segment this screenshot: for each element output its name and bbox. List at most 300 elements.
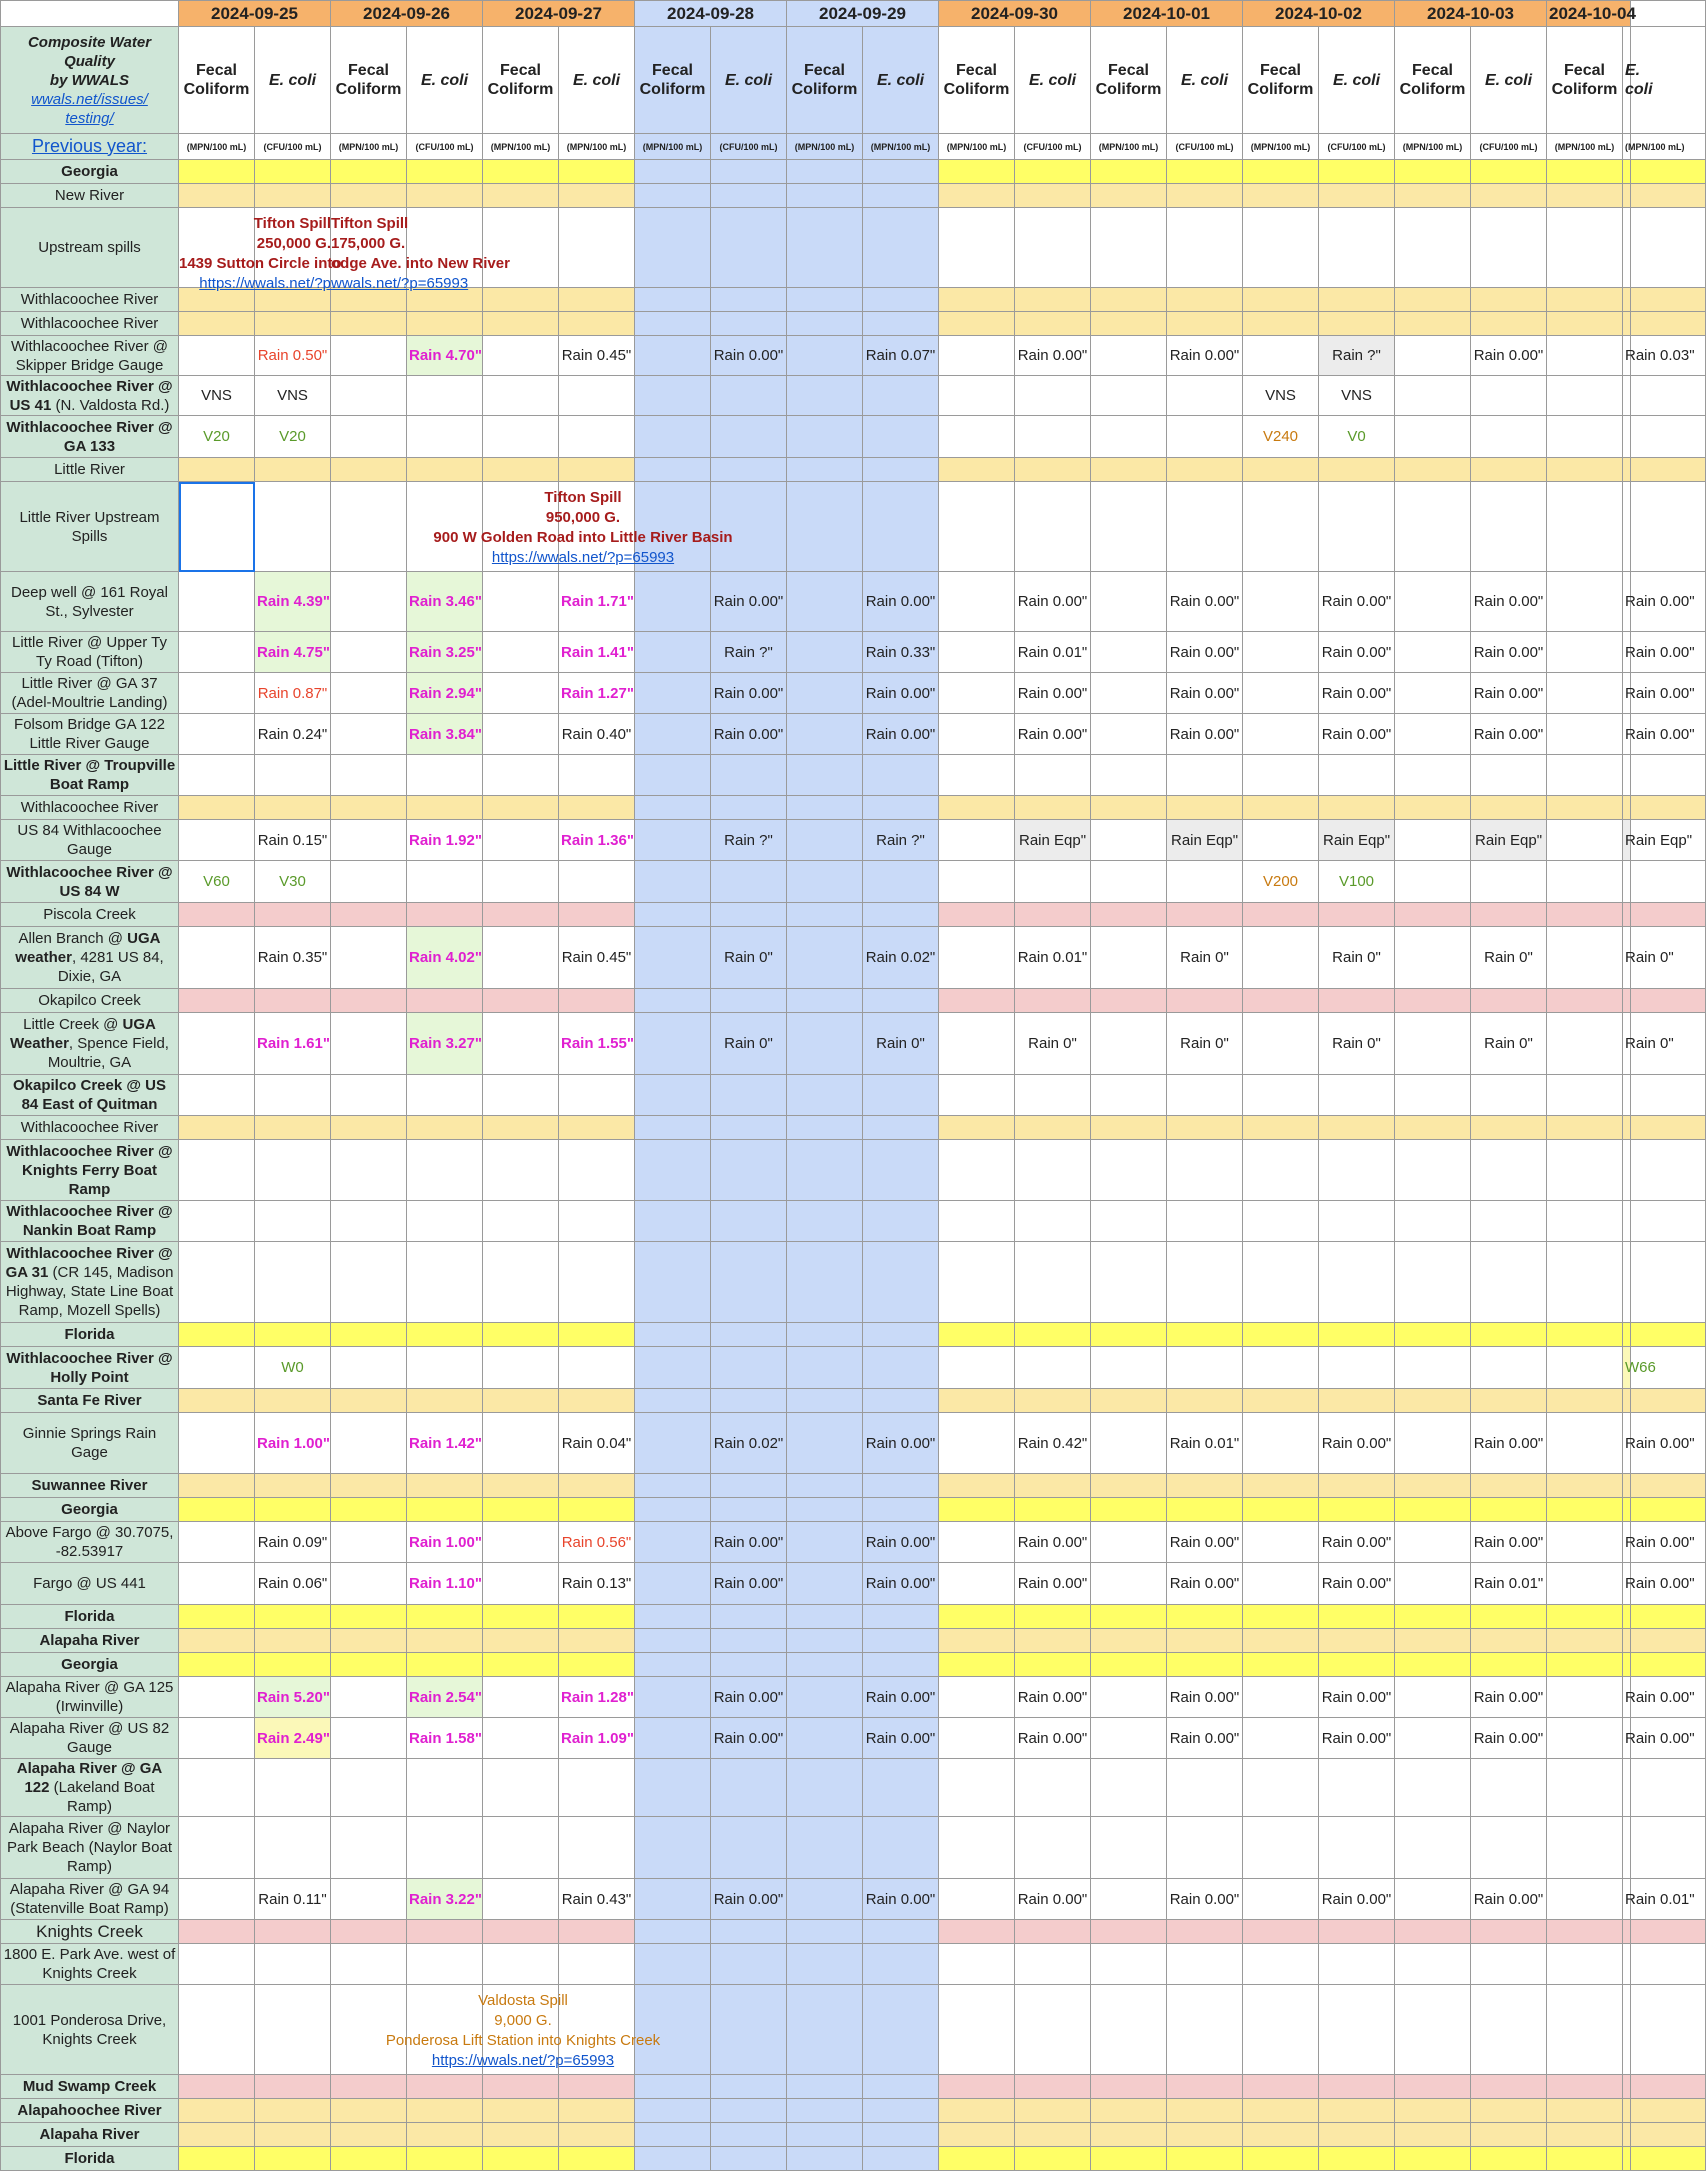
row-label[interactable]: [1, 376, 179, 416]
data-cell[interactable]: [711, 208, 787, 288]
data-cell[interactable]: [1395, 1075, 1471, 1116]
unit-cell[interactable]: (MPN/100 mL): [939, 134, 1015, 160]
data-cell[interactable]: [559, 632, 635, 673]
data-cell[interactable]: [407, 1474, 483, 1498]
data-cell[interactable]: [1091, 796, 1167, 820]
data-cell[interactable]: [787, 1413, 863, 1474]
data-cell[interactable]: [1547, 1629, 1623, 1653]
data-cell[interactable]: [1319, 673, 1395, 714]
data-cell[interactable]: [1623, 288, 1631, 312]
data-cell[interactable]: [1167, 1242, 1243, 1323]
previous-year-label[interactable]: Previous year:: [31, 135, 148, 156]
unit-cell[interactable]: (CFU/100 mL): [1015, 134, 1091, 160]
data-cell[interactable]: [559, 1563, 635, 1605]
data-cell[interactable]: [407, 632, 483, 673]
data-cell[interactable]: [1015, 184, 1091, 208]
data-cell[interactable]: [255, 1677, 331, 1718]
data-cell[interactable]: [407, 572, 483, 632]
data-cell[interactable]: [483, 1474, 559, 1498]
data-cell[interactable]: [1471, 1944, 1547, 1985]
data-cell[interactable]: [1547, 2123, 1623, 2147]
data-cell[interactable]: [939, 208, 1015, 288]
row-label[interactable]: [1, 2123, 179, 2147]
row-label[interactable]: [1, 1498, 179, 1522]
data-cell[interactable]: [255, 2123, 331, 2147]
data-cell[interactable]: [787, 989, 863, 1013]
row-label[interactable]: [1, 861, 179, 903]
data-cell[interactable]: [407, 1605, 483, 1629]
data-cell[interactable]: [179, 1323, 255, 1347]
row-label[interactable]: [1, 288, 179, 312]
data-cell[interactable]: [1395, 208, 1471, 288]
data-cell[interactable]: [255, 714, 331, 755]
data-cell[interactable]: [331, 1718, 407, 1759]
data-cell[interactable]: [635, 184, 711, 208]
data-cell[interactable]: [559, 1347, 635, 1389]
data-cell[interactable]: [635, 1653, 711, 1677]
data-cell[interactable]: [331, 927, 407, 989]
data-cell[interactable]: [1243, 1075, 1319, 1116]
data-cell[interactable]: [559, 416, 635, 458]
data-cell[interactable]: [1167, 1389, 1243, 1413]
data-cell[interactable]: [407, 903, 483, 927]
data-cell[interactable]: [787, 376, 863, 416]
data-cell[interactable]: [559, 312, 635, 336]
data-cell[interactable]: [939, 1629, 1015, 1653]
data-cell[interactable]: [331, 1347, 407, 1389]
row-label[interactable]: [1, 1817, 179, 1879]
data-cell[interactable]: [1167, 1013, 1243, 1075]
data-cell[interactable]: [1091, 1879, 1167, 1920]
data-cell[interactable]: [179, 458, 255, 482]
data-cell[interactable]: [255, 1116, 331, 1140]
param-e-coli[interactable]: E. coli: [863, 27, 939, 134]
data-cell[interactable]: [179, 160, 255, 184]
data-cell[interactable]: [1547, 1242, 1623, 1323]
data-cell[interactable]: [711, 1075, 787, 1116]
data-cell[interactable]: [863, 288, 939, 312]
data-cell[interactable]: [1547, 1563, 1623, 1605]
data-cell[interactable]: [255, 458, 331, 482]
data-cell[interactable]: [1091, 1389, 1167, 1413]
data-cell[interactable]: [635, 1413, 711, 1474]
data-cell[interactable]: [635, 1605, 711, 1629]
data-cell[interactable]: [1319, 1718, 1395, 1759]
data-cell[interactable]: [407, 2123, 483, 2147]
data-cell[interactable]: [1319, 927, 1395, 989]
row-label[interactable]: [1, 1116, 179, 1140]
data-cell[interactable]: [1471, 1522, 1547, 1563]
data-cell[interactable]: [1167, 714, 1243, 755]
data-cell[interactable]: [787, 903, 863, 927]
data-cell[interactable]: [407, 1629, 483, 1653]
date-header-2024-09-29[interactable]: 2024-09-29: [787, 1, 939, 27]
data-cell[interactable]: [407, 1413, 483, 1474]
data-cell[interactable]: [255, 416, 331, 458]
data-cell[interactable]: [179, 1522, 255, 1563]
data-cell[interactable]: [1471, 184, 1547, 208]
data-cell[interactable]: [1015, 1474, 1091, 1498]
data-cell[interactable]: [1319, 208, 1395, 288]
data-cell[interactable]: [1167, 1522, 1243, 1563]
data-cell[interactable]: [635, 796, 711, 820]
data-cell[interactable]: [711, 1474, 787, 1498]
data-cell[interactable]: [331, 1944, 407, 1985]
param-fecal-coliform[interactable]: [1091, 27, 1167, 134]
data-cell[interactable]: [1167, 1140, 1243, 1201]
data-cell[interactable]: [1471, 1140, 1547, 1201]
data-cell[interactable]: [1243, 1474, 1319, 1498]
data-cell[interactable]: [863, 1323, 939, 1347]
data-cell[interactable]: [559, 1677, 635, 1718]
data-cell[interactable]: [407, 1522, 483, 1563]
data-cell[interactable]: [407, 160, 483, 184]
data-cell[interactable]: [407, 820, 483, 861]
data-cell[interactable]: [1319, 989, 1395, 1013]
data-cell[interactable]: [1395, 1389, 1471, 1413]
data-cell[interactable]: [1319, 1879, 1395, 1920]
data-cell[interactable]: [1319, 312, 1395, 336]
data-cell[interactable]: [787, 1718, 863, 1759]
data-cell[interactable]: [1395, 416, 1471, 458]
data-cell[interactable]: [1091, 903, 1167, 927]
data-cell[interactable]: [1167, 312, 1243, 336]
data-cell[interactable]: [1319, 1563, 1395, 1605]
row-label[interactable]: [1, 903, 179, 927]
data-cell[interactable]: [1167, 160, 1243, 184]
data-cell[interactable]: [1471, 1605, 1547, 1629]
data-cell[interactable]: [635, 288, 711, 312]
data-cell[interactable]: [939, 2123, 1015, 2147]
data-cell[interactable]: [331, 1522, 407, 1563]
data-cell[interactable]: [1015, 1759, 1091, 1817]
data-cell[interactable]: [1167, 336, 1243, 376]
data-cell[interactable]: [1547, 903, 1623, 927]
param-fecal-coliform[interactable]: [939, 27, 1015, 134]
data-cell[interactable]: [179, 796, 255, 820]
row-label[interactable]: [1, 673, 179, 714]
data-cell[interactable]: [179, 1985, 255, 2075]
data-cell[interactable]: [179, 861, 255, 903]
data-cell[interactable]: [1471, 458, 1547, 482]
data-cell[interactable]: [1395, 458, 1471, 482]
data-cell[interactable]: [255, 376, 331, 416]
data-cell[interactable]: [1167, 632, 1243, 673]
data-cell[interactable]: [939, 1413, 1015, 1474]
data-cell[interactable]: [787, 1075, 863, 1116]
row-label[interactable]: [1, 1563, 179, 1605]
data-cell[interactable]: [1167, 1718, 1243, 1759]
data-cell[interactable]: [787, 1323, 863, 1347]
data-cell[interactable]: [255, 184, 331, 208]
data-cell[interactable]: [1623, 903, 1631, 927]
data-cell[interactable]: [559, 1605, 635, 1629]
data-cell[interactable]: [559, 989, 635, 1013]
data-cell[interactable]: [939, 482, 1015, 572]
data-cell[interactable]: [1319, 1116, 1395, 1140]
data-cell[interactable]: [1547, 861, 1623, 903]
data-cell[interactable]: [635, 903, 711, 927]
data-cell[interactable]: [863, 1718, 939, 1759]
data-cell[interactable]: [1167, 796, 1243, 820]
data-cell[interactable]: [1015, 1116, 1091, 1140]
data-cell[interactable]: [1319, 1474, 1395, 1498]
data-cell[interactable]: [483, 1817, 559, 1879]
data-cell[interactable]: [1547, 796, 1623, 820]
data-cell[interactable]: [407, 184, 483, 208]
data-cell[interactable]: [1395, 2123, 1471, 2147]
data-cell[interactable]: [1319, 336, 1395, 376]
data-cell[interactable]: [1243, 376, 1319, 416]
data-cell[interactable]: [711, 903, 787, 927]
data-cell[interactable]: [1015, 1522, 1091, 1563]
data-cell[interactable]: [559, 1653, 635, 1677]
data-cell[interactable]: [331, 755, 407, 796]
data-cell[interactable]: [939, 755, 1015, 796]
data-cell[interactable]: [331, 2099, 407, 2123]
row-label[interactable]: [1, 1389, 179, 1413]
data-cell[interactable]: [1471, 336, 1547, 376]
data-cell[interactable]: [1167, 755, 1243, 796]
data-cell[interactable]: [635, 2099, 711, 2123]
data-cell[interactable]: [1395, 1759, 1471, 1817]
data-cell[interactable]: [179, 2099, 255, 2123]
data-cell[interactable]: [1167, 673, 1243, 714]
data-cell[interactable]: [1547, 1920, 1623, 1944]
data-cell[interactable]: [635, 1677, 711, 1718]
data-cell[interactable]: [1015, 1653, 1091, 1677]
data-cell[interactable]: [1623, 2099, 1631, 2123]
data-cell[interactable]: [1015, 2075, 1091, 2099]
data-cell[interactable]: [1091, 2099, 1167, 2123]
data-cell[interactable]: [407, 1140, 483, 1201]
data-cell[interactable]: [939, 458, 1015, 482]
data-cell[interactable]: [559, 1498, 635, 1522]
data-cell[interactable]: [255, 820, 331, 861]
data-cell[interactable]: [1243, 572, 1319, 632]
data-cell[interactable]: [483, 989, 559, 1013]
data-cell[interactable]: [711, 1920, 787, 1944]
data-cell[interactable]: [407, 336, 483, 376]
data-cell[interactable]: [1015, 796, 1091, 820]
data-cell[interactable]: [1623, 376, 1631, 416]
data-cell[interactable]: [635, 1879, 711, 1920]
data-cell[interactable]: [863, 1413, 939, 1474]
data-cell[interactable]: [939, 312, 1015, 336]
data-cell[interactable]: [1091, 1242, 1167, 1323]
data-cell[interactable]: [1091, 1498, 1167, 1522]
param-fecal-coliform[interactable]: [331, 27, 407, 134]
data-cell[interactable]: [635, 1474, 711, 1498]
data-cell[interactable]: [1091, 1201, 1167, 1242]
data-cell[interactable]: [711, 1879, 787, 1920]
data-cell[interactable]: [787, 2099, 863, 2123]
data-cell[interactable]: [787, 1629, 863, 1653]
param-fecal-coliform[interactable]: [635, 27, 711, 134]
data-cell[interactable]: [1091, 820, 1167, 861]
data-cell[interactable]: [1015, 208, 1091, 288]
data-cell[interactable]: [1319, 1629, 1395, 1653]
data-cell[interactable]: [179, 376, 255, 416]
data-cell[interactable]: [1091, 336, 1167, 376]
data-cell[interactable]: [1471, 1474, 1547, 1498]
data-cell[interactable]: [179, 2147, 255, 2171]
data-cell[interactable]: [559, 1944, 635, 1985]
data-cell[interactable]: [1243, 1201, 1319, 1242]
data-cell[interactable]: [1471, 208, 1547, 288]
data-cell[interactable]: [863, 1920, 939, 1944]
data-cell[interactable]: [939, 1389, 1015, 1413]
data-cell[interactable]: [559, 861, 635, 903]
data-cell[interactable]: [407, 861, 483, 903]
data-cell[interactable]: [179, 1201, 255, 1242]
data-cell[interactable]: [1623, 208, 1631, 288]
row-label[interactable]: [1, 927, 179, 989]
data-cell[interactable]: [939, 2075, 1015, 2099]
data-cell[interactable]: [1623, 989, 1631, 1013]
data-cell[interactable]: [1547, 1677, 1623, 1718]
data-cell[interactable]: [1167, 2123, 1243, 2147]
data-cell[interactable]: [407, 927, 483, 989]
data-cell[interactable]: [863, 1563, 939, 1605]
data-cell[interactable]: [1243, 1347, 1319, 1389]
data-cell[interactable]: [787, 2123, 863, 2147]
data-cell[interactable]: [1319, 903, 1395, 927]
data-cell[interactable]: [331, 1474, 407, 1498]
data-cell[interactable]: [1091, 2075, 1167, 2099]
data-cell[interactable]: [1243, 1879, 1319, 1920]
data-cell[interactable]: [1623, 1413, 1695, 1474]
data-cell[interactable]: [1015, 927, 1091, 989]
data-cell[interactable]: [1243, 1920, 1319, 1944]
data-cell[interactable]: [1395, 1413, 1471, 1474]
data-cell[interactable]: [1395, 482, 1471, 572]
data-cell[interactable]: [483, 2099, 559, 2123]
data-cell[interactable]: [1243, 208, 1319, 288]
data-cell[interactable]: [1091, 1985, 1167, 2075]
data-cell[interactable]: [787, 1985, 863, 2075]
data-cell[interactable]: [1623, 755, 1631, 796]
data-cell[interactable]: [787, 160, 863, 184]
data-cell[interactable]: [1015, 632, 1091, 673]
data-cell[interactable]: [939, 1140, 1015, 1201]
data-cell[interactable]: [407, 1075, 483, 1116]
data-cell[interactable]: [255, 336, 331, 376]
data-cell[interactable]: [255, 1140, 331, 1201]
data-cell[interactable]: [1015, 1817, 1091, 1879]
data-cell[interactable]: [1395, 820, 1471, 861]
data-cell[interactable]: [1547, 1140, 1623, 1201]
param-fecal-coliform[interactable]: [179, 27, 255, 134]
data-cell[interactable]: [863, 572, 939, 632]
data-cell[interactable]: [1471, 1389, 1547, 1413]
data-cell[interactable]: [1167, 288, 1243, 312]
data-cell[interactable]: [635, 312, 711, 336]
data-cell[interactable]: [1623, 861, 1631, 903]
data-cell[interactable]: [1395, 714, 1471, 755]
data-cell[interactable]: [255, 1013, 331, 1075]
data-cell[interactable]: [939, 714, 1015, 755]
data-cell[interactable]: [407, 458, 483, 482]
data-cell[interactable]: [255, 861, 331, 903]
data-cell[interactable]: [179, 1759, 255, 1817]
data-cell[interactable]: [635, 1347, 711, 1389]
data-cell[interactable]: [179, 1944, 255, 1985]
data-cell[interactable]: [1623, 1075, 1631, 1116]
data-cell[interactable]: [407, 1718, 483, 1759]
data-cell[interactable]: [1547, 1116, 1623, 1140]
data-cell[interactable]: [179, 312, 255, 336]
data-cell[interactable]: [939, 1920, 1015, 1944]
data-cell[interactable]: [483, 1116, 559, 1140]
data-cell[interactable]: [635, 160, 711, 184]
data-cell[interactable]: [1623, 1879, 1695, 1920]
data-cell[interactable]: [1091, 1413, 1167, 1474]
data-cell[interactable]: [1015, 1677, 1091, 1718]
data-cell[interactable]: [255, 572, 331, 632]
data-cell[interactable]: [179, 1413, 255, 1474]
data-cell[interactable]: [1471, 1759, 1547, 1817]
data-cell[interactable]: [939, 861, 1015, 903]
data-cell[interactable]: [1395, 1242, 1471, 1323]
data-cell[interactable]: [331, 1242, 407, 1323]
data-cell[interactable]: [1243, 416, 1319, 458]
data-cell[interactable]: [1243, 1653, 1319, 1677]
data-cell[interactable]: [1395, 1522, 1471, 1563]
data-cell[interactable]: [863, 1677, 939, 1718]
data-cell[interactable]: [635, 1116, 711, 1140]
data-cell[interactable]: [1015, 989, 1091, 1013]
data-cell[interactable]: [1167, 1817, 1243, 1879]
data-cell[interactable]: [1623, 632, 1695, 673]
data-cell[interactable]: [787, 312, 863, 336]
data-cell[interactable]: [1623, 1817, 1631, 1879]
data-cell[interactable]: [711, 1817, 787, 1879]
data-cell[interactable]: [1471, 820, 1547, 861]
data-cell[interactable]: [1395, 1985, 1471, 2075]
data-cell[interactable]: [559, 1075, 635, 1116]
data-cell[interactable]: [863, 1075, 939, 1116]
row-label[interactable]: [1, 160, 179, 184]
wwals-testing-link[interactable]: wwals.net/issues/: [31, 90, 148, 108]
data-cell[interactable]: [1471, 755, 1547, 796]
date-header-2024-09-25[interactable]: 2024-09-25: [179, 1, 331, 27]
data-cell[interactable]: [331, 1413, 407, 1474]
data-cell[interactable]: [1623, 1323, 1631, 1347]
data-cell[interactable]: [559, 755, 635, 796]
data-cell[interactable]: [559, 1879, 635, 1920]
data-cell[interactable]: [1623, 1201, 1631, 1242]
data-cell[interactable]: [407, 1201, 483, 1242]
row-label[interactable]: [1, 2075, 179, 2099]
data-cell[interactable]: [1091, 1677, 1167, 1718]
data-cell[interactable]: [1319, 416, 1395, 458]
data-cell[interactable]: [1243, 861, 1319, 903]
data-cell[interactable]: [1547, 288, 1623, 312]
data-cell[interactable]: [863, 1522, 939, 1563]
data-cell[interactable]: [331, 632, 407, 673]
data-cell[interactable]: [1015, 673, 1091, 714]
data-cell[interactable]: [1167, 1985, 1243, 2075]
data-cell[interactable]: [1547, 416, 1623, 458]
data-cell[interactable]: [711, 1140, 787, 1201]
data-cell[interactable]: [1471, 796, 1547, 820]
data-cell[interactable]: [483, 1920, 559, 1944]
data-cell[interactable]: [711, 1013, 787, 1075]
data-cell[interactable]: [1471, 416, 1547, 458]
data-cell[interactable]: [787, 1242, 863, 1323]
data-cell[interactable]: [1623, 796, 1631, 820]
